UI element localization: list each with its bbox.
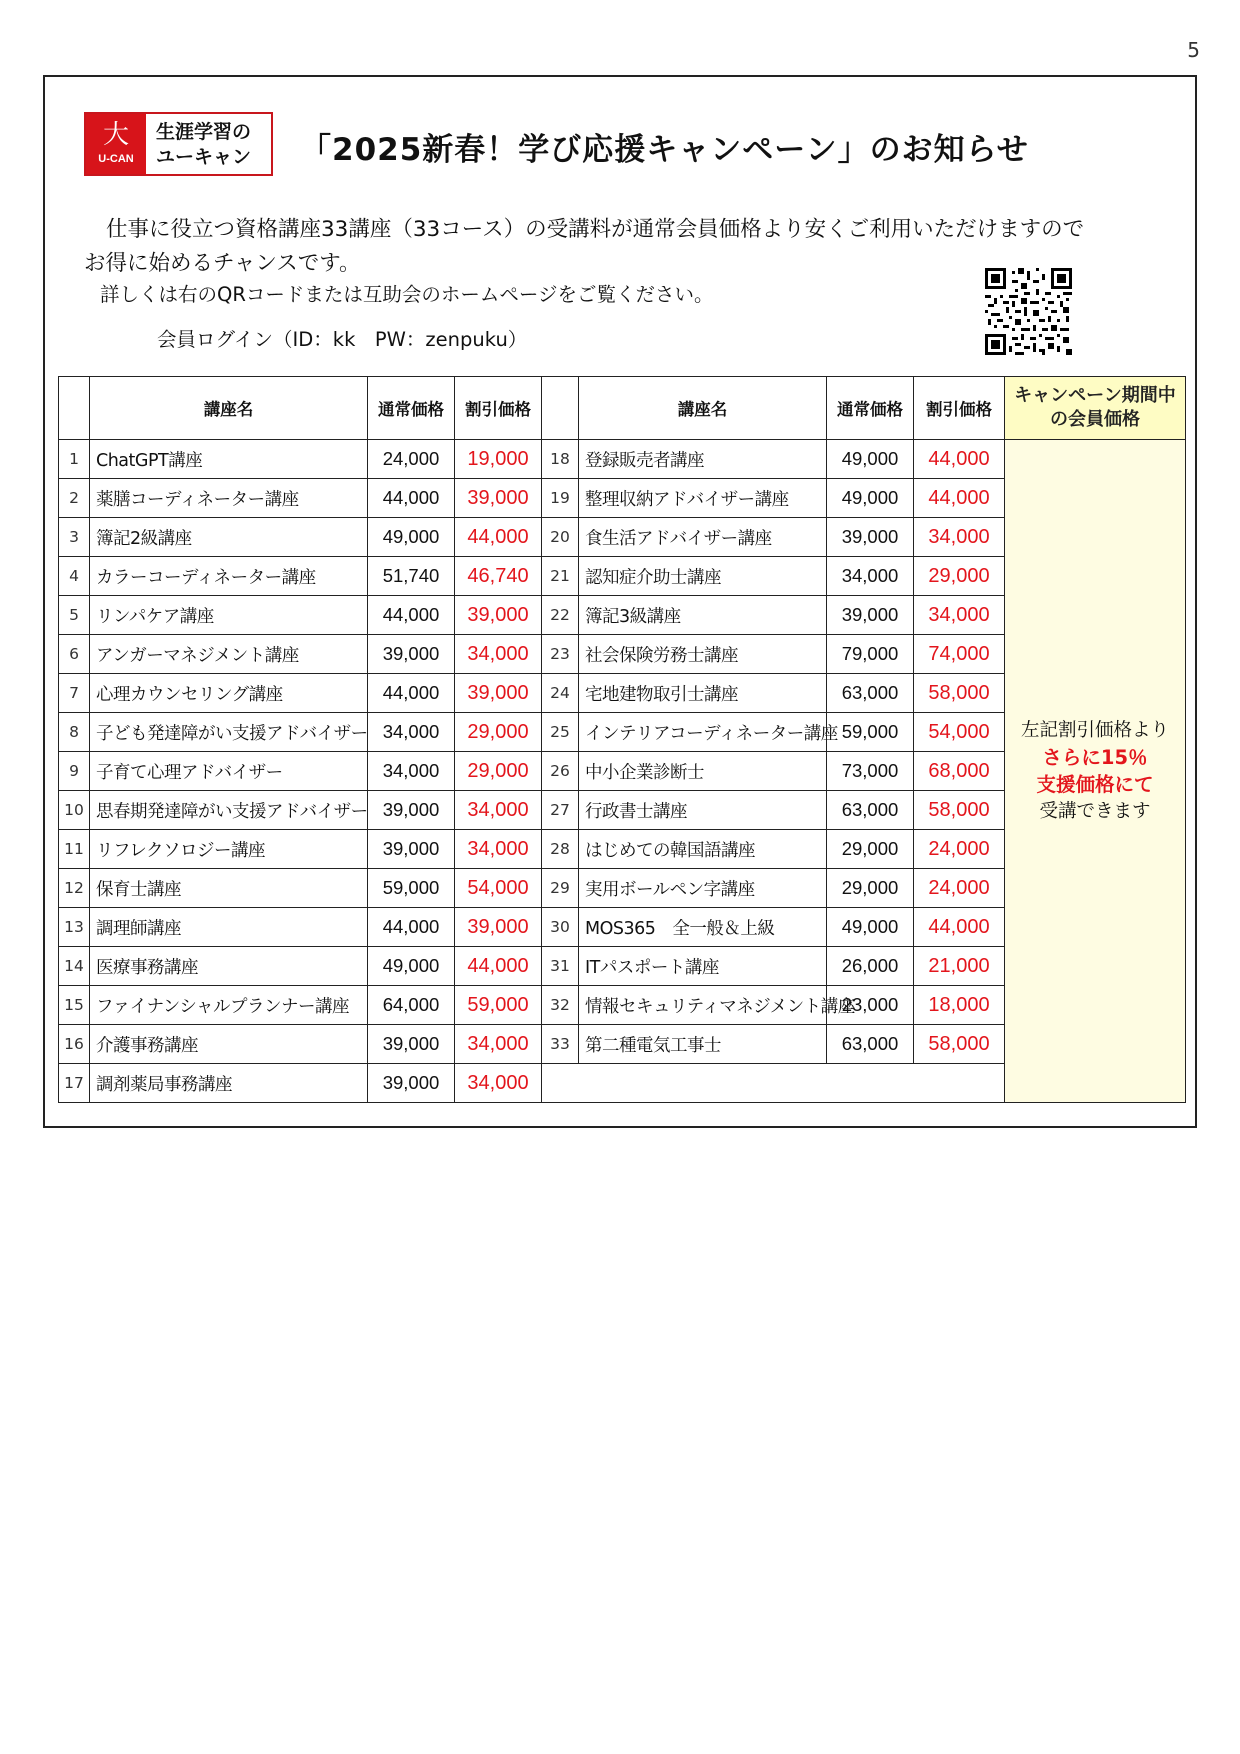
course-no-left: 6 bbox=[59, 635, 90, 674]
course-discount-left: 29,000 bbox=[455, 713, 542, 752]
course-discount-left: 34,000 bbox=[455, 830, 542, 869]
course-regular-left: 44,000 bbox=[368, 596, 455, 635]
course-no-right: 30 bbox=[542, 908, 579, 947]
course-regular-left: 39,000 bbox=[368, 1064, 455, 1103]
course-name-right: MOS365 全一般＆上級 bbox=[579, 908, 827, 947]
course-discount-right: 44,000 bbox=[914, 479, 1005, 518]
course-discount-left: 44,000 bbox=[455, 947, 542, 986]
course-no-left: 4 bbox=[59, 557, 90, 596]
course-name-right: 社会保険労務士講座 bbox=[579, 635, 827, 674]
course-regular-left: 49,000 bbox=[368, 518, 455, 557]
course-no-left: 1 bbox=[59, 440, 90, 479]
intro-line-1: 仕事に役立つ資格講座33講座（33コース）の受講料が通常会員価格より安くご利用いただけますので bbox=[106, 217, 1085, 242]
course-no-left: 8 bbox=[59, 713, 90, 752]
course-discount-left: 44,000 bbox=[455, 518, 542, 557]
course-regular-left: 39,000 bbox=[368, 791, 455, 830]
course-regular-right: 49,000 bbox=[827, 908, 914, 947]
course-no-right: 22 bbox=[542, 596, 579, 635]
course-regular-left: 64,000 bbox=[368, 986, 455, 1025]
header-no-left bbox=[59, 377, 90, 440]
course-discount-right: 54,000 bbox=[914, 713, 1005, 752]
course-name-right: インテリアコーディネーター講座 bbox=[579, 713, 827, 752]
course-name-left: 介護事務講座 bbox=[90, 1025, 368, 1064]
course-name-right: 行政書士講座 bbox=[579, 791, 827, 830]
header-regular-left: 通常価格 bbox=[368, 377, 455, 440]
course-name-left: カラーコーディネーター講座 bbox=[90, 557, 368, 596]
course-no-right: 29 bbox=[542, 869, 579, 908]
course-no-left: 13 bbox=[59, 908, 90, 947]
course-name-left: 調理師講座 bbox=[90, 908, 368, 947]
course-regular-right: 79,000 bbox=[827, 635, 914, 674]
course-name-right: ITパスポート講座 bbox=[579, 947, 827, 986]
course-discount-right: 29,000 bbox=[914, 557, 1005, 596]
course-discount-left: 54,000 bbox=[455, 869, 542, 908]
header-regular-right: 通常価格 bbox=[827, 377, 914, 440]
course-regular-right: 63,000 bbox=[827, 1025, 914, 1064]
course-regular-right: 59,000 bbox=[827, 713, 914, 752]
page-number: 5 bbox=[1187, 38, 1200, 62]
course-no-right: 19 bbox=[542, 479, 579, 518]
page-title: 「2025新春！学び応援キャンペーン」のお知らせ bbox=[300, 132, 1029, 168]
ucan-logo-line2: ユーキャン bbox=[156, 146, 252, 168]
course-no-left: 9 bbox=[59, 752, 90, 791]
course-regular-right: 39,000 bbox=[827, 596, 914, 635]
login-info: 会員ログイン（ID：kk PW：zenpuku） bbox=[157, 328, 528, 351]
campaign-note-line2: さらに15％ bbox=[1042, 746, 1148, 769]
course-name-right: 第二種電気工事士 bbox=[579, 1025, 827, 1064]
course-name-left: 簿記2級講座 bbox=[90, 518, 368, 557]
course-name-left: 医療事務講座 bbox=[90, 947, 368, 986]
table-header-row bbox=[59, 377, 1186, 440]
course-discount-right: 58,000 bbox=[914, 674, 1005, 713]
header-no-right bbox=[542, 377, 579, 440]
course-regular-right: 34,000 bbox=[827, 557, 914, 596]
course-discount-left: 34,000 bbox=[455, 791, 542, 830]
course-regular-right: 49,000 bbox=[827, 440, 914, 479]
campaign-note-line1: 左記割引価格より bbox=[1020, 720, 1169, 741]
course-no-right: 28 bbox=[542, 830, 579, 869]
course-regular-right: 63,000 bbox=[827, 674, 914, 713]
ucan-logo-text bbox=[156, 120, 251, 170]
course-discount-left: 34,000 bbox=[455, 1064, 542, 1103]
header-campaign-price bbox=[1005, 377, 1186, 440]
course-discount-right: 44,000 bbox=[914, 908, 1005, 947]
detail-text: 詳しくは右のQRコードまたは互助会のホームページをご覧ください。 bbox=[100, 283, 714, 306]
course-regular-left: 39,000 bbox=[368, 1025, 455, 1064]
course-no-right: 27 bbox=[542, 791, 579, 830]
course-no-right: 31 bbox=[542, 947, 579, 986]
course-no-left: 5 bbox=[59, 596, 90, 635]
course-discount-right: 18,000 bbox=[914, 986, 1005, 1025]
course-regular-left: 34,000 bbox=[368, 752, 455, 791]
ucan-logo-line1: 生涯学習の bbox=[156, 121, 252, 143]
course-no-right: 32 bbox=[542, 986, 579, 1025]
course-no-right: 25 bbox=[542, 713, 579, 752]
course-no-left: 12 bbox=[59, 869, 90, 908]
course-no-left: 17 bbox=[59, 1064, 90, 1103]
course-regular-right: 63,000 bbox=[827, 791, 914, 830]
course-regular-right: 29,000 bbox=[827, 869, 914, 908]
course-regular-left: 59,000 bbox=[368, 869, 455, 908]
course-regular-left: 49,000 bbox=[368, 947, 455, 986]
course-discount-right: 24,000 bbox=[914, 869, 1005, 908]
course-name-right: 整理収納アドバイザー講座 bbox=[579, 479, 827, 518]
header-discount-left: 割引価格 bbox=[455, 377, 542, 440]
course-no-right: 23 bbox=[542, 635, 579, 674]
course-regular-left: 39,000 bbox=[368, 830, 455, 869]
course-no-left: 15 bbox=[59, 986, 90, 1025]
header-name-left: 講座名 bbox=[90, 377, 368, 440]
course-name-right: 情報セキュリティマネジメント講座 bbox=[579, 986, 827, 1025]
course-no-left: 7 bbox=[59, 674, 90, 713]
course-discount-left: 34,000 bbox=[455, 635, 542, 674]
course-no-left: 10 bbox=[59, 791, 90, 830]
course-discount-right: 34,000 bbox=[914, 596, 1005, 635]
course-name-left: 子育て心理アドバイザー bbox=[90, 752, 368, 791]
course-regular-left: 51,740 bbox=[368, 557, 455, 596]
header-name-right: 講座名 bbox=[579, 377, 827, 440]
course-name-right: 食生活アドバイザー講座 bbox=[579, 518, 827, 557]
course-regular-left: 39,000 bbox=[368, 635, 455, 674]
course-regular-right: 49,000 bbox=[827, 479, 914, 518]
course-name-left: 心理カウンセリング講座 bbox=[90, 674, 368, 713]
course-regular-right: 26,000 bbox=[827, 947, 914, 986]
course-regular-left: 44,000 bbox=[368, 479, 455, 518]
course-discount-right: 58,000 bbox=[914, 1025, 1005, 1064]
course-name-left: 思春期発達障がい支援アドバイザー bbox=[90, 791, 368, 830]
campaign-note-line4: 受講できます bbox=[1039, 801, 1151, 822]
course-discount-right: 68,000 bbox=[914, 752, 1005, 791]
course-price-table bbox=[58, 376, 1186, 1103]
course-name-left: アンガーマネジメント講座 bbox=[90, 635, 368, 674]
course-regular-right: 29,000 bbox=[827, 830, 914, 869]
course-discount-right: 24,000 bbox=[914, 830, 1005, 869]
course-discount-right: 58,000 bbox=[914, 791, 1005, 830]
course-name-right: はじめての韓国語講座 bbox=[579, 830, 827, 869]
ucan-logo-brand: U-CAN bbox=[98, 153, 134, 165]
course-discount-left: 39,000 bbox=[455, 479, 542, 518]
empty-cell bbox=[542, 1064, 1005, 1103]
course-discount-left: 19,000 bbox=[455, 440, 542, 479]
course-regular-left: 44,000 bbox=[368, 908, 455, 947]
campaign-note-line3: 支援価格にて bbox=[1036, 773, 1154, 796]
campaign-note-cell bbox=[1005, 440, 1186, 1103]
course-discount-right: 44,000 bbox=[914, 440, 1005, 479]
course-no-left: 11 bbox=[59, 830, 90, 869]
course-name-left: 保育士講座 bbox=[90, 869, 368, 908]
course-no-right: 18 bbox=[542, 440, 579, 479]
header-discount-right: 割引価格 bbox=[914, 377, 1005, 440]
course-name-left: ファイナンシャルプランナー講座 bbox=[90, 986, 368, 1025]
course-name-right: 中小企業診断士 bbox=[579, 752, 827, 791]
course-no-left: 16 bbox=[59, 1025, 90, 1064]
course-regular-left: 44,000 bbox=[368, 674, 455, 713]
table-row bbox=[59, 440, 1186, 479]
course-regular-right: 23,000 bbox=[827, 986, 914, 1025]
course-name-right: 登録販売者講座 bbox=[579, 440, 827, 479]
course-no-left: 3 bbox=[59, 518, 90, 557]
course-no-left: 14 bbox=[59, 947, 90, 986]
header-campaign-line2: の会員価格 bbox=[1050, 409, 1140, 430]
course-name-right: 簿記3級講座 bbox=[579, 596, 827, 635]
course-discount-left: 29,000 bbox=[455, 752, 542, 791]
course-discount-right: 74,000 bbox=[914, 635, 1005, 674]
course-regular-left: 34,000 bbox=[368, 713, 455, 752]
course-name-left: リンパケア講座 bbox=[90, 596, 368, 635]
course-no-right: 26 bbox=[542, 752, 579, 791]
course-no-right: 24 bbox=[542, 674, 579, 713]
course-discount-left: 39,000 bbox=[455, 908, 542, 947]
course-name-right: 宅地建物取引士講座 bbox=[579, 674, 827, 713]
course-discount-left: 39,000 bbox=[455, 596, 542, 635]
course-discount-left: 46,740 bbox=[455, 557, 542, 596]
course-no-left: 2 bbox=[59, 479, 90, 518]
intro-line-2: お得に始めるチャンスです。 bbox=[84, 251, 361, 276]
course-regular-left: 24,000 bbox=[368, 440, 455, 479]
course-discount-left: 34,000 bbox=[455, 1025, 542, 1064]
qr-code-icon[interactable] bbox=[985, 268, 1072, 355]
course-regular-right: 39,000 bbox=[827, 518, 914, 557]
course-regular-right: 73,000 bbox=[827, 752, 914, 791]
course-name-left: 子ども発達障がい支援アドバイザー bbox=[90, 713, 368, 752]
course-no-right: 20 bbox=[542, 518, 579, 557]
course-no-right: 33 bbox=[542, 1025, 579, 1064]
course-name-left: リフレクソロジー講座 bbox=[90, 830, 368, 869]
ucan-logo-mark bbox=[86, 114, 146, 174]
course-discount-left: 39,000 bbox=[455, 674, 542, 713]
course-name-left: ChatGPT講座 bbox=[90, 440, 368, 479]
course-discount-left: 59,000 bbox=[455, 986, 542, 1025]
course-rows bbox=[59, 440, 1186, 1103]
course-name-right: 認知症介助士講座 bbox=[579, 557, 827, 596]
course-name-left: 薬膳コーディネーター講座 bbox=[90, 479, 368, 518]
ucan-logo-glyph: 大 bbox=[102, 120, 129, 150]
course-no-right: 21 bbox=[542, 557, 579, 596]
course-name-right: 実用ボールペン字講座 bbox=[579, 869, 827, 908]
header-campaign-line1: キャンペーン期間中 bbox=[1014, 385, 1176, 406]
course-name-left: 調剤薬局事務講座 bbox=[90, 1064, 368, 1103]
course-discount-right: 34,000 bbox=[914, 518, 1005, 557]
course-discount-right: 21,000 bbox=[914, 947, 1005, 986]
ucan-logo bbox=[84, 112, 273, 176]
